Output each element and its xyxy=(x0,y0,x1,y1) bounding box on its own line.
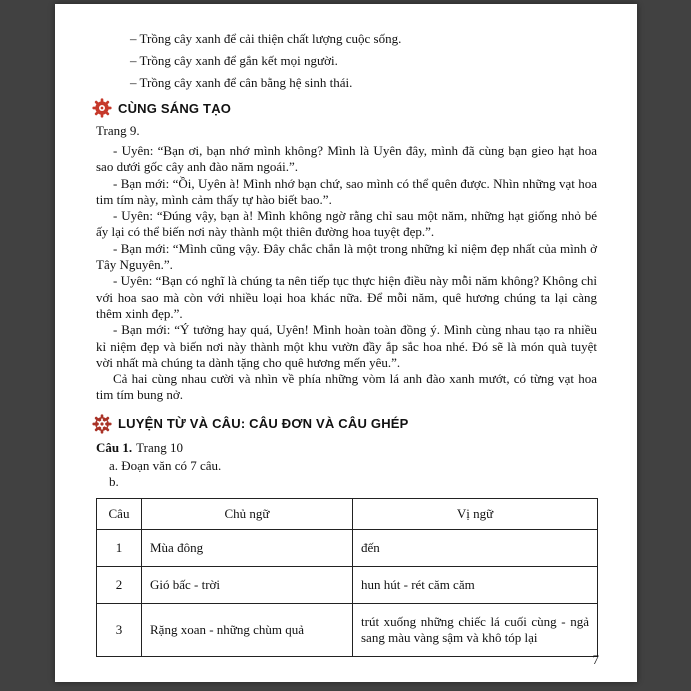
table-header-cell: Câu xyxy=(97,498,142,529)
gear-icon xyxy=(92,414,112,434)
gear-flower-icon xyxy=(92,98,112,118)
table-cell-subject: Rặng xoan - những chùm quả xyxy=(142,603,353,656)
table-cell-predicate: đến xyxy=(353,529,598,566)
dialogue-paragraph: - Bạn mới: “Ồi, Uyên à! Mình nhớ bạn chứ, sao mình có thể quên được. Nhìn những vạt hoa tim tím này, mình cảm thấy tự hào biết bao.”. xyxy=(96,175,597,207)
page-number: 7 xyxy=(592,652,599,667)
page-reference: Trang 9. xyxy=(96,123,140,138)
table-row xyxy=(97,566,598,603)
bullet-line: – Trồng cây xanh để cân bằng hệ sinh thái. xyxy=(130,75,353,90)
bullet-line: – Trồng cây xanh để gắn kết mọi người. xyxy=(130,53,338,68)
answers-table xyxy=(96,498,598,657)
dialogue-paragraph: - Bạn mới: “Mình cũng vậy. Đây chắc chắn là một trong những kỉ niệm đẹp nhất của mình ở Tây Nguyên.”. xyxy=(96,240,597,273)
table-row xyxy=(97,529,598,566)
section-title: CÙNG SÁNG TẠO xyxy=(118,100,232,116)
bullet-line: – Trồng cây xanh để cải thiện chất lượng cuộc sống. xyxy=(130,31,402,46)
closing-paragraph: Cả hai cùng nhau cười và nhìn về phía những vòm lá anh đào xanh mướt, có từng vạt hoa tim tím bung nở. xyxy=(96,371,597,403)
table-header-cell: Vị ngữ xyxy=(353,498,598,529)
section-title: LUYỆN TỪ VÀ CÂU: CÂU ĐƠN VÀ CÂU GHÉP xyxy=(118,416,409,432)
table-header-row xyxy=(97,498,598,529)
document-page xyxy=(55,4,637,682)
answer-line-b: b. xyxy=(109,473,119,489)
exercise-heading xyxy=(96,438,597,458)
table-cell-sentence-number: 1 xyxy=(97,529,142,566)
table-cell-predicate: trút xuống những chiếc lá cuối cùng - ngả sang màu vàng sậm và khô tóp lại xyxy=(353,603,598,656)
table-cell-predicate: hun hút - rét căm căm xyxy=(353,566,598,603)
dialogue-paragraph: - Uyên: “Bạn ơi, bạn nhớ mình không? Mình là Uyên đây, mình đã cùng bạn gieo hạt hoa sao dưới gốc cây anh đào năm ngoái.”. xyxy=(96,143,597,175)
dialogue-paragraph: - Uyên: “Bạn có nghĩ là chúng ta nên tiếp tục thực hiện điều này mỗi năm không? Không chỉ với hoa sao mà còn với nhiều loại hoa khác nữa. Để mỗi năm, quê hương chúng ta lại càng thêm xinh đẹp.”. xyxy=(96,273,597,321)
table-cell-subject: Gió bấc - trời xyxy=(142,566,353,603)
table-cell-subject: Mùa đông xyxy=(142,529,353,566)
table-cell-sentence-number: 3 xyxy=(97,603,142,656)
table-cell-sentence-number: 2 xyxy=(97,566,142,603)
answer-line-a: a. Đoạn văn có 7 câu. xyxy=(109,457,222,473)
section-header-cung-sang-tao xyxy=(92,97,597,119)
dialogue-paragraph: - Bạn mới: “Ý tưởng hay quá, Uyên! Mình hoàn toàn đồng ý. Mình cùng nhau tạo ra nhiều kỉ niệm đẹp và biến nơi này thành một khu vườn đầy ắp sắc hoa nhé. Đó sẽ là món quà tuyệt vời nhất mà chúng ta dành tặng cho quê hương mến yêu.”. xyxy=(96,322,597,370)
section-header-luyen-tu-va-cau xyxy=(92,413,597,435)
table-header-cell: Chủ ngữ xyxy=(142,498,353,529)
dialogue-paragraph: - Uyên: “Đúng vậy, bạn à! Mình không ngờ rằng chỉ sau một năm, những hạt giống nhỏ bé ấy lại có thể biến nơi này thành một thiên đường hoa tuyệt đẹp.”. xyxy=(96,208,597,240)
table-row xyxy=(97,603,598,656)
exercise-label: Câu 1. xyxy=(96,439,133,455)
exercise-page-reference: Trang 10 xyxy=(136,439,183,455)
